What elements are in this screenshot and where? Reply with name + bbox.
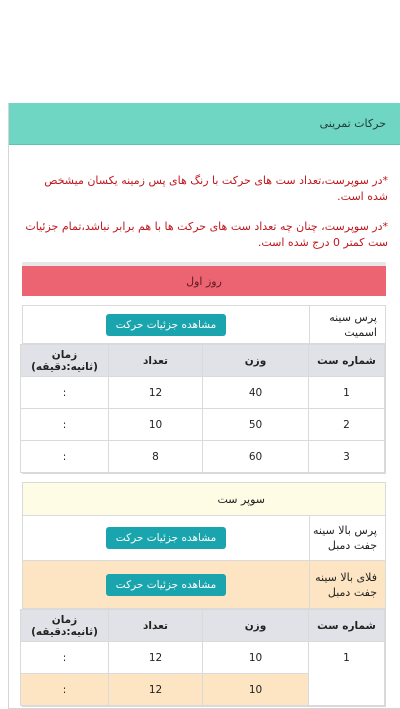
view-details-button[interactable]: مشاهده جزئیات حرکت (106, 574, 226, 596)
cell-time: : (21, 642, 109, 674)
exercise-name: پرس سینه اسمیت (309, 306, 385, 343)
table-row (21, 409, 385, 441)
superset-title: سوپر ست (217, 492, 265, 506)
table-row (21, 377, 385, 409)
exercise-card (22, 305, 386, 474)
superset-sets-table (20, 609, 385, 706)
cell-reps: 12 (109, 642, 203, 674)
col-reps: تعداد (109, 345, 203, 377)
cell-set: 2 (309, 409, 385, 441)
superset-header (23, 483, 385, 516)
note-1: *در سوپرست،تعداد ست های حرکت با رنگ های پس زمینه یکسان میشخص شده است. (44, 174, 388, 203)
col-reps: تعداد (109, 610, 203, 642)
table-row (21, 642, 385, 674)
exercise-action (23, 561, 309, 608)
day-header[interactable] (22, 262, 386, 296)
cell-set: 1 (309, 642, 385, 706)
cell-weight: 10 (203, 642, 309, 674)
cell-reps: 10 (109, 409, 203, 441)
panel-header (9, 103, 400, 145)
panel-title: حرکات تمرینی (319, 117, 386, 130)
superset-card (22, 482, 386, 707)
exercises-panel (8, 103, 400, 709)
table-row (21, 441, 385, 473)
sets-table (20, 344, 385, 473)
note-2: *در سوپرست، چنان چه تعداد ست های حرکت ها با هم برابر نباشد،تمام جزئیات ست کمتر 0 درج شده است. (25, 220, 388, 249)
superset-exercise-a (23, 516, 385, 561)
col-time: زمان (ثانیه:دقیقه) (21, 610, 109, 642)
exercise-name: پرس بالا سینه جفت دمبل (309, 516, 385, 560)
cell-time: : (21, 409, 109, 441)
cell-weight: 40 (203, 377, 309, 409)
day-title: روز اول (186, 274, 222, 288)
col-weight: وزن (203, 345, 309, 377)
cell-time: : (21, 441, 109, 473)
exercise-header (23, 306, 385, 344)
cell-reps: 12 (109, 674, 203, 706)
cell-weight: 10 (203, 674, 309, 706)
superset-exercise-b (23, 561, 385, 609)
view-details-button[interactable]: مشاهده جزئیات حرکت (106, 314, 226, 336)
cell-set: 3 (309, 441, 385, 473)
cell-weight: 50 (203, 409, 309, 441)
col-set-number: شماره ست (309, 610, 385, 642)
exercise-action (23, 516, 309, 560)
exercise-action (23, 306, 309, 343)
cell-time: : (21, 377, 109, 409)
cell-reps: 12 (109, 377, 203, 409)
cell-set: 1 (309, 377, 385, 409)
view-details-button[interactable]: مشاهده جزئیات حرکت (106, 527, 226, 549)
cell-reps: 8 (109, 441, 203, 473)
cell-time: : (21, 674, 109, 706)
col-weight: وزن (203, 610, 309, 642)
table-header-row (21, 345, 385, 377)
col-time: زمان (ثانیه:دقیقه) (21, 345, 109, 377)
table-header-row (21, 610, 385, 642)
notes (9, 145, 400, 251)
exercise-name: فلای بالا سینه جفت دمبل (309, 561, 385, 608)
cell-weight: 60 (203, 441, 309, 473)
col-set-number: شماره ست (309, 345, 385, 377)
